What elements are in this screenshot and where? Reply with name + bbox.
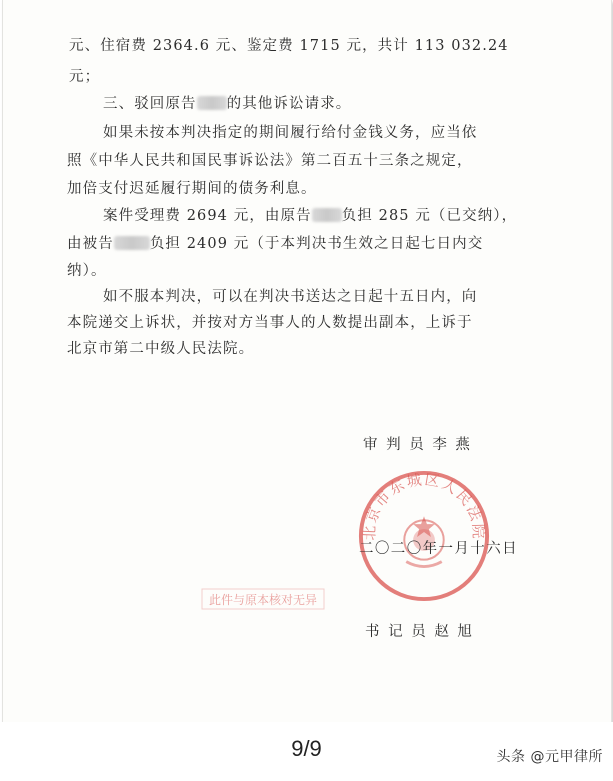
- redacted-name: [114, 236, 150, 250]
- text-line-3-a: 三、驳回原告: [103, 96, 197, 112]
- text-line-8-b: 负担 2409 元（于本判决书生效之日起七日内交: [149, 236, 484, 252]
- text-line-7: [103, 207, 517, 225]
- clerk-signature: 书 记 员 赵 旭: [365, 624, 474, 640]
- text-line-10: 如不服本判决，可以在判决书送达之日起十五日内，向: [103, 289, 478, 305]
- text-line-3: [103, 95, 351, 113]
- text-line-7-b: 负担 285 元（已交纳），: [341, 208, 518, 224]
- text-line-1: 元、住宿费 2364.6 元、鉴定费 1715 元，共计 113 032.24: [69, 38, 509, 54]
- document-page: [2, 0, 612, 723]
- verification-stamp-icon: [201, 588, 325, 610]
- text-line-2: 元；: [69, 69, 101, 85]
- seal-text: 北京市东城区人民法院: [361, 471, 487, 541]
- source-watermark: 头条 @元甲律所: [496, 749, 603, 765]
- judge-signature: 审 判 员 李 燕: [363, 437, 472, 453]
- text-line-8-a: 由被告: [67, 236, 114, 252]
- court-seal-icon: [355, 467, 493, 605]
- text-line-12: 北京市第二中级人民法院。: [67, 341, 255, 357]
- text-line-4: 如果未按本判决指定的期间履行给付金钱义务，应当依: [103, 125, 478, 141]
- text-line-7-a: 案件受理费 2694 元，由原告: [103, 208, 312, 224]
- text-line-9: 纳）。: [67, 263, 107, 279]
- text-line-8: [67, 235, 483, 253]
- stamp-text: 此件与原本核对无异: [208, 593, 318, 607]
- redacted-name: [312, 208, 342, 222]
- judgment-date: 二〇二〇年一月十六日: [359, 541, 518, 557]
- text-line-11: 本院递交上诉状，并按对方当事人的人数提出副本，上诉于: [67, 315, 473, 331]
- text-line-5: 照《中华人民共和国民事诉讼法》第二百五十三条之规定，: [67, 153, 473, 169]
- text-line-3-b: 的其他诉讼请求。: [226, 96, 352, 112]
- page-number: 9/9: [291, 736, 322, 761]
- text-line-6: 加倍支付迟延履行期间的债务利息。: [67, 181, 317, 197]
- redacted-name: [197, 96, 227, 110]
